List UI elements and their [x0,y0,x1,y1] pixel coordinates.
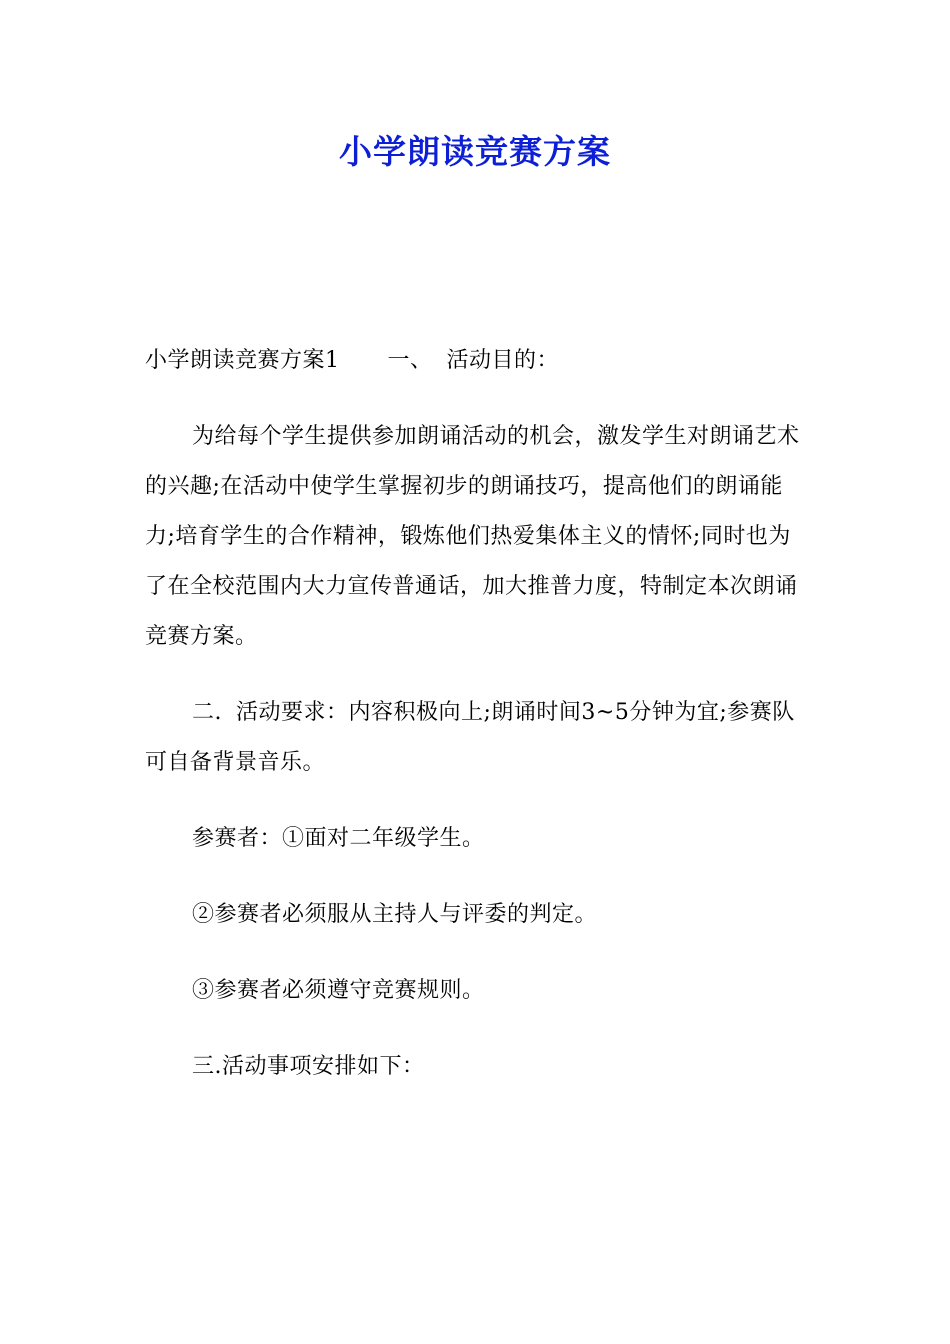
heading-label: 小学朗读竞赛方案1 [145,348,340,373]
requirements-number: 二. [192,700,222,725]
rule-2-paragraph: ②参赛者必须服从主持人与评委的判定。 [192,902,598,927]
rule-3-paragraph: ③参赛者必须遵守竞赛规则。 [192,978,485,1003]
requirements-text: 活动要求：内容积极向上;朗诵时间3~5分钟为宜;参赛队可自备背景音乐。 [145,700,795,775]
section-title: 活动目的： [446,348,560,373]
document-title: 小学朗读竞赛方案 [339,132,611,171]
participants-paragraph: 参赛者：①面对二年级学生。 [192,826,485,851]
requirements-paragraph [145,688,810,788]
document-body [145,336,810,1118]
heading-line [145,336,810,386]
purpose-paragraph: 为给每个学生提供参加朗诵活动的机会，激发学生对朗诵艺术的兴趣;在活动中使学生掌握初步的朗诵技巧，提高他们的朗诵能力;培育学生的合作精神，锻炼他们热爱集体主义的情怀;同时也为了在全校范围内大力宣传普通话，加大推普力度，特制定本次朗诵竞赛方案。 [145,424,800,649]
section-number: 一、 [387,348,433,373]
arrangement-paragraph: 三.活动事项安排如下： [192,1054,425,1079]
